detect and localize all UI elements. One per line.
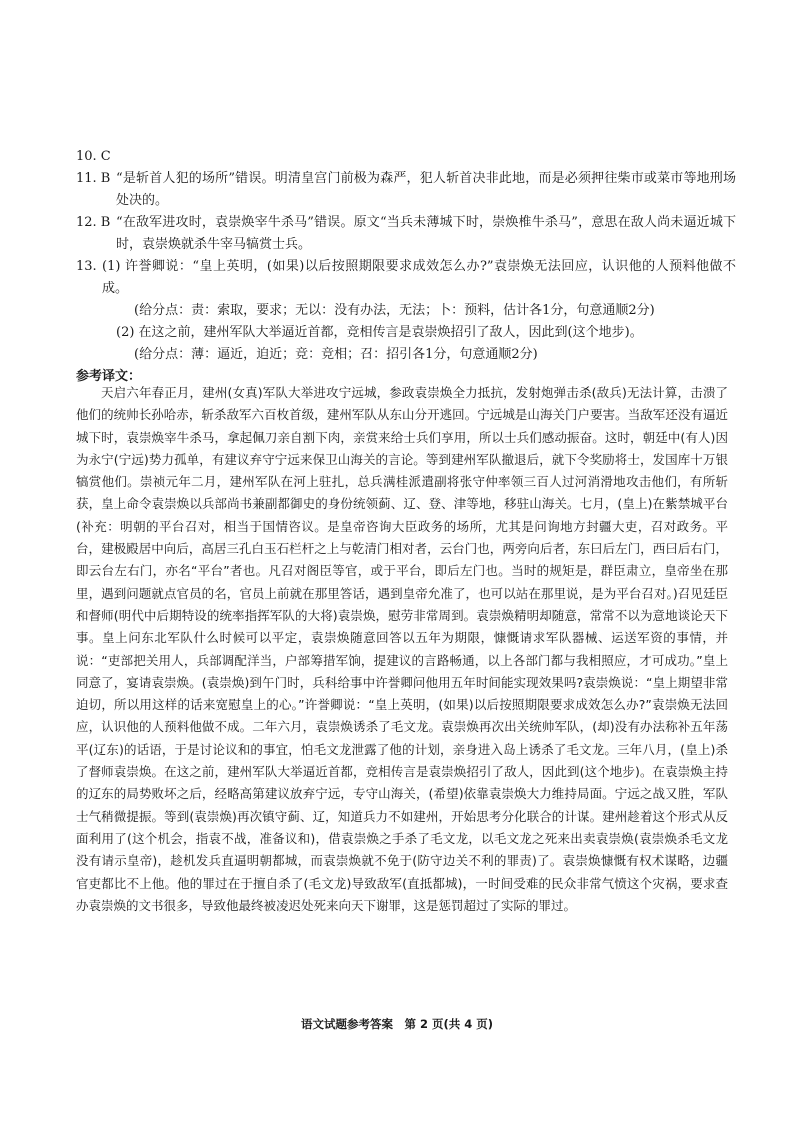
answer-text: “在敌军进攻时，袁崇焕宰牛杀马”错误。原文“当兵未薄城下时，崇焕椎牛杀马”，意思在敌人尚未逼近城下时，袁崇焕就杀牛宰马犒赏士兵。 [116,215,736,252]
answer-number: 13. [76,259,97,274]
answer-13-part2: (2) 在这之前，建州军队大举逼近首都，竞相传言是袁崇焕招引了敌人，因此到(这个地步)。 [116,325,643,340]
answer-number: 11. B [76,171,111,186]
answer-13-part2-points: (给分点：薄：逼近，迫近；竞：竞相；召：招引各1分，句意通顺2分) [134,347,538,362]
answer-number: 10. C [76,149,111,164]
page-footer: 语文试题参考答案 第 2 页(共 4 页) [300,1017,494,1031]
answer-13-part1-points: (给分点：责：索取，要求；无以：没有办法，无法；卜：预料，估计各1分，句意通顺2分) [134,303,655,318]
answer-10 [76,146,736,168]
answer-13 [76,256,736,366]
answer-section [76,146,736,388]
answer-13-part1: (1) 许誉卿说：“皇上英明，(如果)以后按照期限要求成效怎么办?”袁崇焕无法回应，认识他的人预料他做不成。 [102,259,736,296]
answer-11 [76,168,736,212]
answer-number: 12. B [76,215,111,230]
reference-translation: 天启六年春正月，建州(女真)军队大举进攻宁远城，参政袁崇焕全力抵抗，发射炮弹击杀(敌兵)无法计算，击溃了他们的统帅长孙哈赤，斩杀敌军六百枚首级，建州军队从东山分开逃回。宁远城是山海关门户要害。当敌军还没有逼近城下时，袁崇焕宰牛杀马，拿起佩刀亲自割下肉，亲赏来给士兵们享用，所以士兵们感动振奋。这时，朝廷中(有人)因为永宁(宁远)势力孤单，有建议弃守宁远来保卫山海关的言论。等到建州军队撤退后，就下令奖励将士，发国库十万银犒赏他们。崇祯元年二月，建州军队在河上驻扎，总兵满桂派遣副将张守仲率领三百人过河消滑地攻击他们，有所斩获，皇上命令袁崇焕以兵部尚书兼副都御史的身份统领蓟、辽、登、津等地，移驻山海关。七月，(皇上)在紫禁城平台(补充：明朝的平台召对，相当于国情咨议。是皇帝咨询大臣政务的场所，尤其是问询地方封疆大吏，召对政务。平台，建极殿居中向后，高居三孔白玉石栏杆之上与乾清门相对者，云台门也，两旁向后者，东曰后左门，西曰后右门，即云台左右门，亦名“平台”者也。凡召对阁臣等官，或于平台，即后左门也。当时的规矩是，群臣肃立，皇帝坐在那里，遇到问题就点官员的名，官员上前就在那里答话，遇到皇帝允准了，也可以站在那里说，是为平台召对。)召见廷臣和督师(明代中后期特设的统率指挥军队的大将)袁崇焕，慰劳非常周到。袁崇焕精明却随意，常常不以为意地谈论天下事。皇上问东北军队什么时候可以平定，袁崇焕随意回答以五年为期限，慷慨请求军队器械、运送军资的事情，并说：“吏部把关用人，兵部调配洋当，户部筹措军饷，提建议的言路畅通，以上各部门都与我相照应，才可成功。”皇上同意了，宴请袁崇焕。(袁崇焕)到午门时，兵科给事中许誉卿问他用五年时间能实现效果吗?袁崇焕说：“皇上期望非常迫切，所以用这样的话来宽慰皇上的心。”许誉卿说：“皇上英明，(如果)以后按照期限要求成效怎么办?”袁崇焕无法回应，认识他的人预料他做不成。二年六月，袁崇焕诱杀了毛文龙。袁崇焕再次出关统帅军队，(却)没有办法称补五年荡平(辽东)的话语，于是讨论议和的事宜，怕毛文龙泄露了他的计划，亲身进入岛上诱杀了毛文龙。三年八月，(皇上)杀了督师袁崇焕。在这之前，建州军队大举逼近首都，竞相传言是袁崇焕招引了敌人，因此到(这个地步)。在袁崇焕主持的辽东的局势败坏之后，经略高第建议放弃宁远，专守山海关，(希望)依靠袁崇焕大力维持局面。宁远之战又胜，军队士气稍微提振。等到(袁崇焕)再次镇守蓟、辽，知道兵力不如建州，开始思考分化联合的计谋。建州趁着这个形式从反面利用了(这个机会，指袁不战，准备议和)，借袁崇焕之手杀了毛文龙，以毛文龙之死来出卖袁崇焕(袁崇焕杀毛文龙没有请示皇帝)，趁机发兵直逼明朝都城，而袁崇焕就不免于(防守边关不利的罪责)了。袁崇焕慷慨有权术谋略，边疆官吏都比不上他。他的罪过在于擅自杀了(毛文龙)导致敌军(直抵都城)，一时间受难的民众非常气愤这个灾祸，要求查办袁崇焕的文书很多，导致他最终被凌迟处死来向天下谢罪，这是惩罚超过了实际的罪过。 [76,385,728,913]
reference-title: 参考译文： [76,369,142,384]
answer-12 [76,212,736,256]
answer-text: “是斩首人犯的场所”错误。明清皇宫门前极为森严，犯人斩首决非此地，而是必须押往柴市或菜市等地刑场处决的。 [116,171,736,208]
